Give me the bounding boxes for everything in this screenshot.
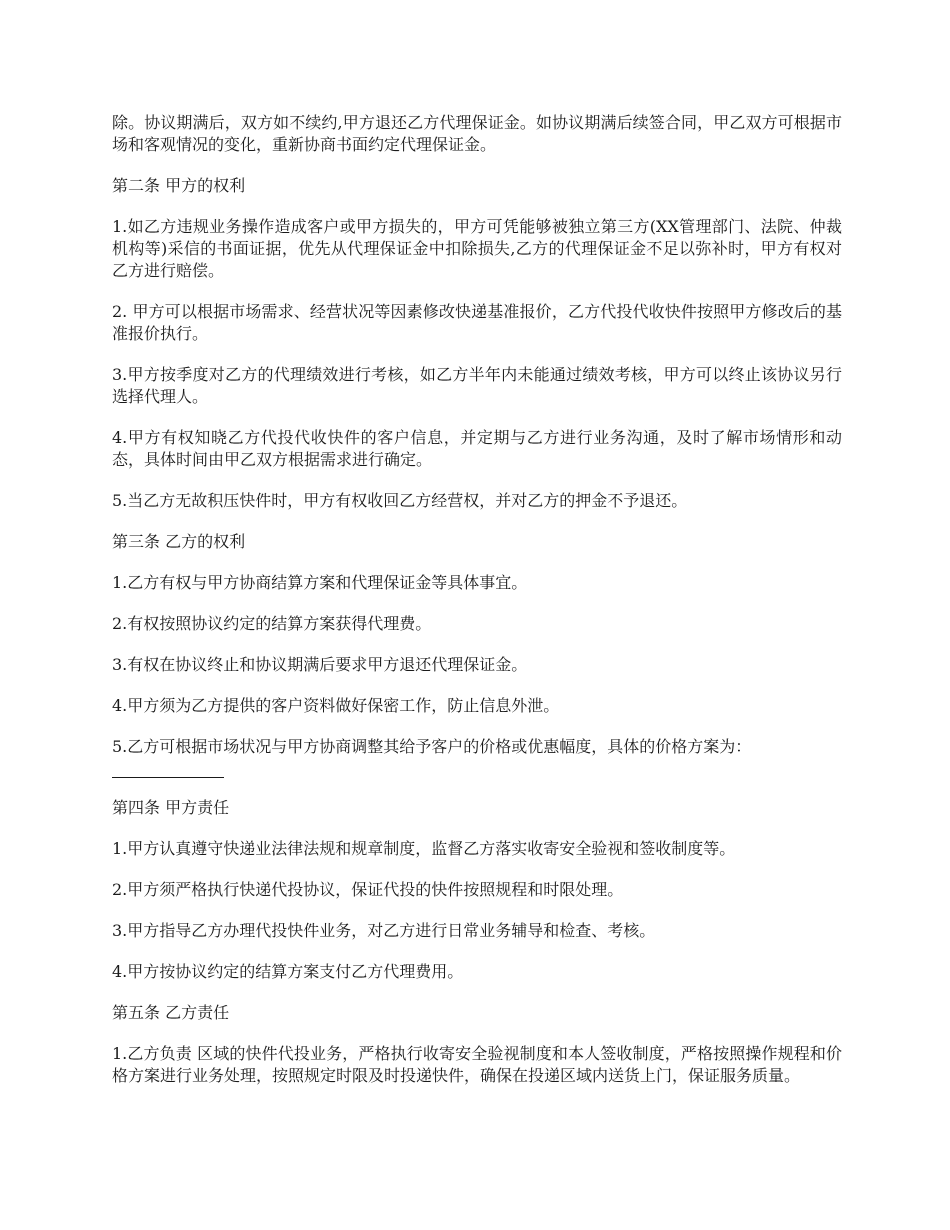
document-body [112, 112, 842, 1106]
section-heading-article-5: 第五条 乙方责任 [112, 1003, 230, 1022]
fill-in-blank-line [112, 777, 224, 778]
article-3-clause-5: 5.乙方可根据市场状况与甲方协商调整其给予客户的价格或优惠幅度，具体的价格方案为： [112, 737, 752, 756]
article-4-clause-3: 3.甲方指导乙方办理代投快件业务，对乙方进行日常业务辅导和检查、考核。 [112, 921, 656, 940]
section-heading-article-2: 第二条 甲方的权利 [112, 176, 246, 195]
article-3-clause-3: 3.有权在协议终止和协议期满后要求甲方退还代理保证金。 [112, 655, 528, 674]
article-4-clause-4: 4.甲方按协议约定的结算方案支付乙方代理费用。 [112, 962, 464, 981]
article-5-clause-1: 1.乙方负责 区域的快件代投业务，严格执行收寄安全验视制度和本人签收制度，严格按照操作规程和价格方案进行业务处理，按照规定时限及时投递快件，确保在投递区域内送货上门，保证服务质量。 [112, 1044, 842, 1085]
paragraph-continuation: 除。协议期满后，双方如不续约,甲方退还乙方代理保证金。如协议期满后续签合同，甲乙双方可根据市场和客观情况的变化，重新协商书面约定代理保证金。 [112, 113, 842, 154]
section-heading-article-3: 第三条 乙方的权利 [112, 532, 246, 551]
article-2-clause-2: 2. 甲方可以根据市场需求、经营状况等因素修改快递基准报价，乙方代投代收快件按照甲方修改后的基准报价执行。 [112, 302, 842, 343]
article-2-clause-1: 1.如乙方违规业务操作造成客户或甲方损失的，甲方可凭能够被独立第三方(XX管理部门、法院、仲裁机构等)采信的书面证据，优先从代理保证金中扣除损失,乙方的代理保证金不足以弥补时，甲方有权对乙方进行赔偿。 [112, 217, 842, 280]
article-3-clause-2: 2.有权按照协议约定的结算方案获得代理费。 [112, 614, 432, 633]
article-2-clause-4: 4.甲方有权知晓乙方代投代收快件的客户信息，并定期与乙方进行业务沟通，及时了解市场情形和动态，具体时间由甲乙双方根据需求进行确定。 [112, 428, 842, 469]
article-3-clause-4: 4.甲方须为乙方提供的客户资料做好保密工作，防止信息外泄。 [112, 696, 560, 715]
article-3-clause-1: 1.乙方有权与甲方协商结算方案和代理保证金等具体事宜。 [112, 573, 528, 592]
article-4-clause-1: 1.甲方认真遵守快递业法律法规和规章制度，监督乙方落实收寄安全验视和签收制度等。 [112, 839, 736, 858]
article-4-clause-2: 2.甲方须严格执行快递代投协议，保证代投的快件按照规程和时限处理。 [112, 880, 624, 899]
article-2-clause-3: 3.甲方按季度对乙方的代理绩效进行考核，如乙方半年内未能通过绩效考核，甲方可以终止该协议另行选择代理人。 [112, 365, 842, 406]
article-2-clause-5: 5.当乙方无故积压快件时，甲方有权收回乙方经营权，并对乙方的押金不予退还。 [112, 491, 688, 510]
section-heading-article-4: 第四条 甲方责任 [112, 798, 230, 817]
